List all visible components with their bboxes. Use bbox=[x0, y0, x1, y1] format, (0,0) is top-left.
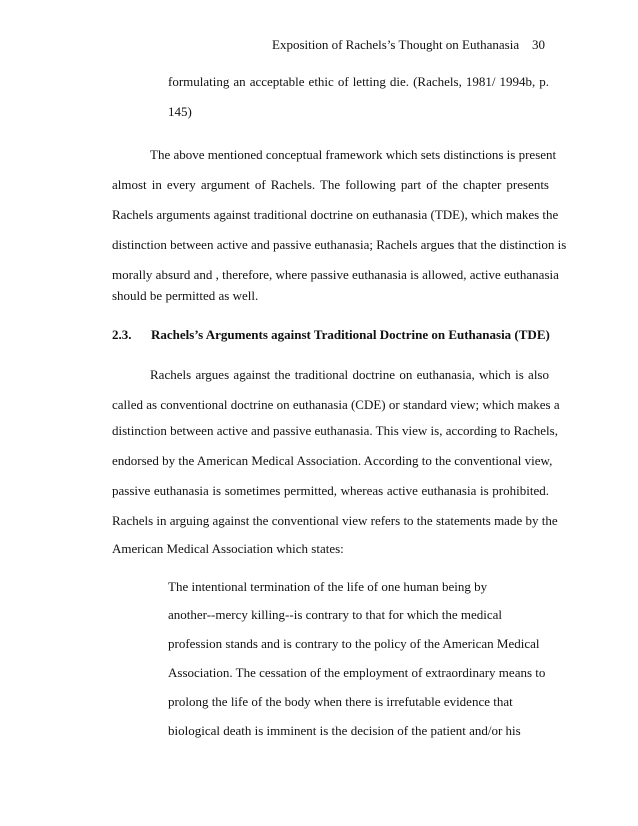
quote-bottom-line: another--mercy killing--is contrary to that for which the medical bbox=[168, 607, 503, 622]
quote-bottom-line: biological death is imminent is the decision of the patient and/or his bbox=[168, 723, 521, 738]
paragraph-2-line: distinction between active and passive euthanasia. This view is, according to Rachels, bbox=[112, 423, 558, 438]
page-number: 30 bbox=[532, 37, 545, 52]
quote-bottom-line: The intentional termination of the life of one human being by bbox=[168, 579, 488, 594]
quote-bottom-line: profession stands and is contrary to the policy of the American Medical bbox=[168, 636, 540, 651]
quote-bottom-line: Association. The cessation of the employment of extraordinary means to bbox=[168, 665, 546, 680]
paragraph-1-line: should be permitted as well. bbox=[112, 288, 259, 303]
paragraph-2-line: American Medical Association which states: bbox=[112, 541, 344, 556]
paragraph-2-line: called as conventional doctrine on euthanasia (CDE) or standard view; which makes a bbox=[112, 397, 560, 412]
paragraph-1-line: Rachels arguments against traditional doctrine on euthanasia (TDE), which makes the bbox=[112, 207, 559, 222]
paragraph-1-line: almost in every argument of Rachels. The following part of the chapter presents bbox=[112, 177, 549, 192]
paragraph-2-line: endorsed by the American Medical Association. According to the conventional view, bbox=[112, 453, 553, 468]
quote-bottom-line: prolong the life of the body when there is irrefutable evidence that bbox=[168, 694, 513, 709]
running-header bbox=[272, 36, 545, 54]
paragraph-1-line: morally absurd and , therefore, where passive euthanasia is allowed, active euthanasia bbox=[112, 267, 559, 282]
paragraph-1-line: distinction between active and passive euthanasia; Rachels argues that the distinction is bbox=[112, 237, 567, 252]
paragraph-1-line: The above mentioned conceptual framework which sets distinctions is present bbox=[150, 147, 557, 162]
section-number: 2.3. bbox=[112, 327, 132, 342]
section-title: Rachels’s Arguments against Traditional Doctrine on Euthanasia (TDE) bbox=[151, 327, 550, 342]
header-title: Exposition of Rachels’s Thought on Euthanasia bbox=[272, 37, 520, 52]
paragraph-2-line: Rachels in arguing against the conventional view refers to the statements made by the bbox=[112, 513, 558, 528]
paragraph-2-line: passive euthanasia is sometimes permitted, whereas active euthanasia is prohibited. bbox=[112, 483, 549, 498]
paragraph-2-line: Rachels argues against the traditional doctrine on euthanasia, which is also bbox=[150, 367, 549, 382]
quote-top-line: formulating an acceptable ethic of letting die. (Rachels, 1981/ 1994b, p. bbox=[168, 74, 549, 89]
quote-top-line: 145) bbox=[168, 104, 192, 119]
